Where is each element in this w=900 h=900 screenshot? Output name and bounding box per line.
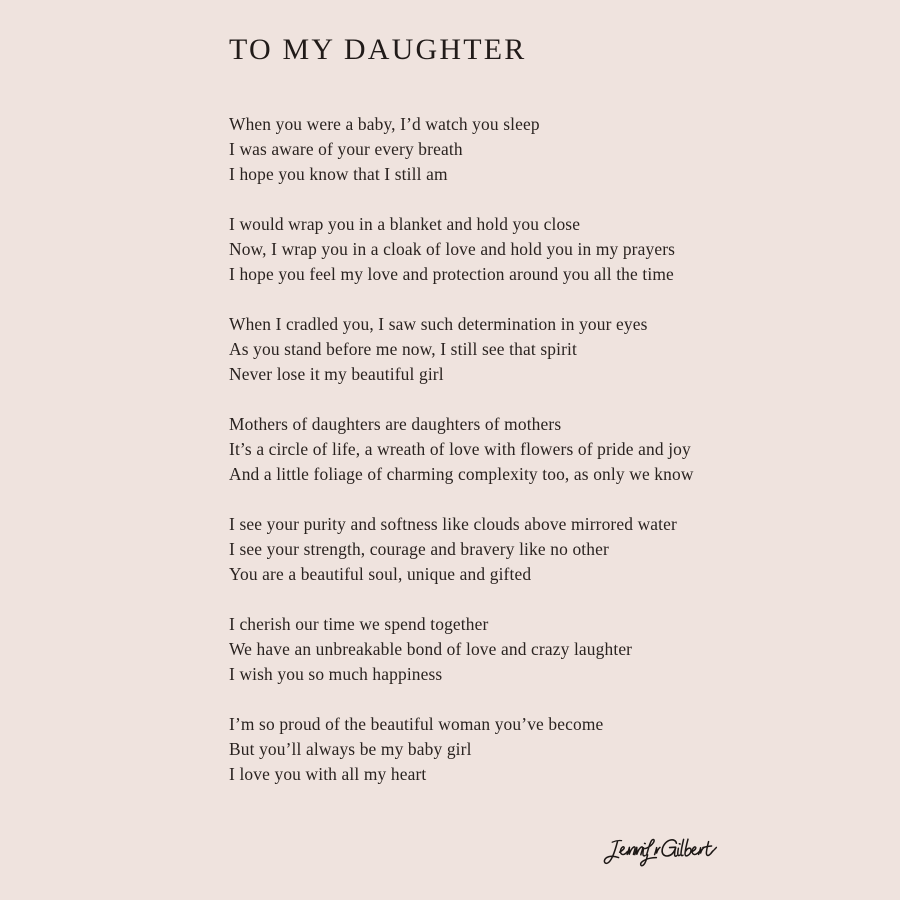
poem-line: Never lose it my beautiful girl [229, 364, 444, 384]
poem-line: I would wrap you in a blanket and hold you close [229, 214, 581, 234]
signature [600, 828, 724, 872]
poem-line: As you stand before me now, I still see that spirit [229, 339, 577, 359]
poem-line: I’m so proud of the beautiful woman you’ve become [229, 714, 604, 734]
poem-line: When I cradled you, I saw such determination in your eyes [229, 314, 648, 334]
poem-line: I love you with all my heart [229, 764, 427, 784]
poem-line: I wish you so much happiness [229, 664, 443, 684]
poem-line: Mothers of daughters are daughters of mothers [229, 414, 562, 434]
poem-line: I hope you feel my love and protection around you all the time [229, 264, 674, 284]
poem-line: We have an unbreakable bond of love and crazy laughter [229, 639, 633, 659]
poem-line: And a little foliage of charming complexity too, as only we know [229, 464, 694, 484]
poem-line: When you were a baby, I’d watch you sleep [229, 114, 540, 134]
poem-line: I hope you know that I still am [229, 164, 448, 184]
poem-line: But you’ll always be my baby girl [229, 739, 472, 759]
poem-stanza [229, 112, 869, 187]
poem-stanza [229, 512, 869, 587]
poem-line: It’s a circle of life, a wreath of love with flowers of pride and joy [229, 439, 691, 459]
poem-stanza [229, 712, 869, 787]
handwritten-signature-icon [600, 828, 724, 872]
poem-stanza [229, 212, 869, 287]
poem-stanza [229, 312, 869, 387]
poem-line: I see your purity and softness like clouds above mirrored water [229, 514, 677, 534]
poem-line: I see your strength, courage and bravery like no other [229, 539, 609, 559]
poem-line: You are a beautiful soul, unique and gifted [229, 564, 532, 584]
poem-stanza [229, 412, 869, 487]
poem-body [229, 112, 869, 812]
poem-line: I was aware of your every breath [229, 139, 463, 159]
poem-line: I cherish our time we spend together [229, 614, 489, 634]
poem-stanza [229, 612, 869, 687]
poem-line: Now, I wrap you in a cloak of love and hold you in my prayers [229, 239, 676, 259]
page-title: TO MY DAUGHTER [229, 33, 527, 66]
